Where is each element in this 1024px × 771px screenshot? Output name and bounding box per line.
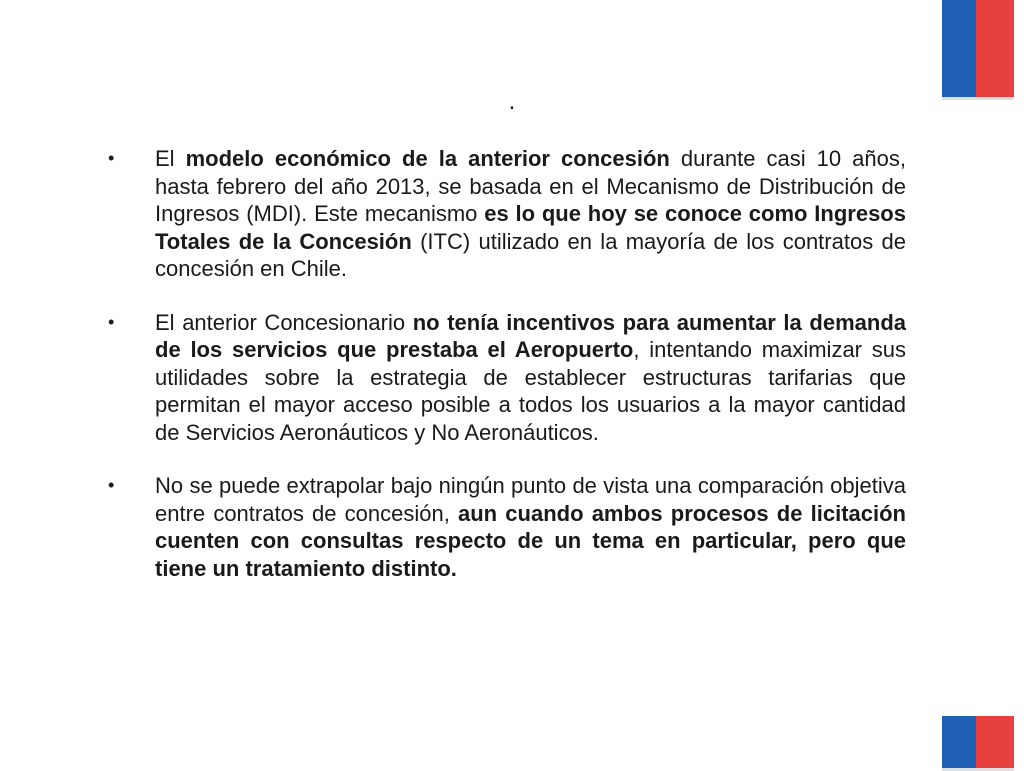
bullet-text: durante casi 10 años, hasta febrero del año 2013, se basada en el Mecanismo de Distribución de Ingresos (MDI). Este mecanismo: [155, 146, 906, 226]
flag-decoration-bottom: [942, 716, 1014, 768]
bullet-bold-text: modelo económico de la anterior concesión: [185, 146, 670, 171]
bullet-list: [108, 145, 906, 608]
bullet-icon: •: [108, 475, 115, 495]
blue-stripe: [942, 716, 976, 768]
bullet-item: [108, 309, 906, 447]
bullet-bold-text: es lo que hoy se conoce como Ingresos Totales de la Concesión: [155, 201, 906, 254]
bullet-bold-text: no tenía incentivos para aumentar la demanda de los servicios que prestaba el Aeropuerto: [155, 309, 906, 362]
header-dot: .: [508, 88, 516, 115]
red-stripe: [976, 0, 1014, 97]
bullet-text: No se puede extrapolar bajo ningún punto de vista una comparación objetiva entre contratos de concesión,: [155, 473, 906, 526]
flag-decoration-top: [942, 0, 1014, 97]
blue-stripe: [942, 0, 976, 97]
bullet-text: , intentando maximizar sus utilidades sobre la estrategia de establecer estructuras tarifarias que permitan el mayor acceso posible a todos los usuarios a la mayor cantidad de Servicios Aeronáuticos y No Aeronáuticos.: [155, 337, 907, 445]
bullet-text: El: [155, 146, 186, 171]
bullet-item: [108, 472, 906, 582]
bullet-text: El anterior Concesionario: [155, 309, 413, 335]
bullet-icon: •: [108, 148, 115, 168]
bullet-bold-text: aun cuando ambos procesos de licitación cuenten con consultas respecto de un tema en particular, pero que tiene un tratamiento distinto.: [155, 500, 906, 581]
bullet-item: [108, 145, 906, 283]
red-stripe: [976, 716, 1014, 768]
bullet-icon: •: [108, 311, 115, 332]
bullet-text: (ITC) utilizado en la mayoría de los contratos de concesión en Chile.: [155, 228, 906, 281]
